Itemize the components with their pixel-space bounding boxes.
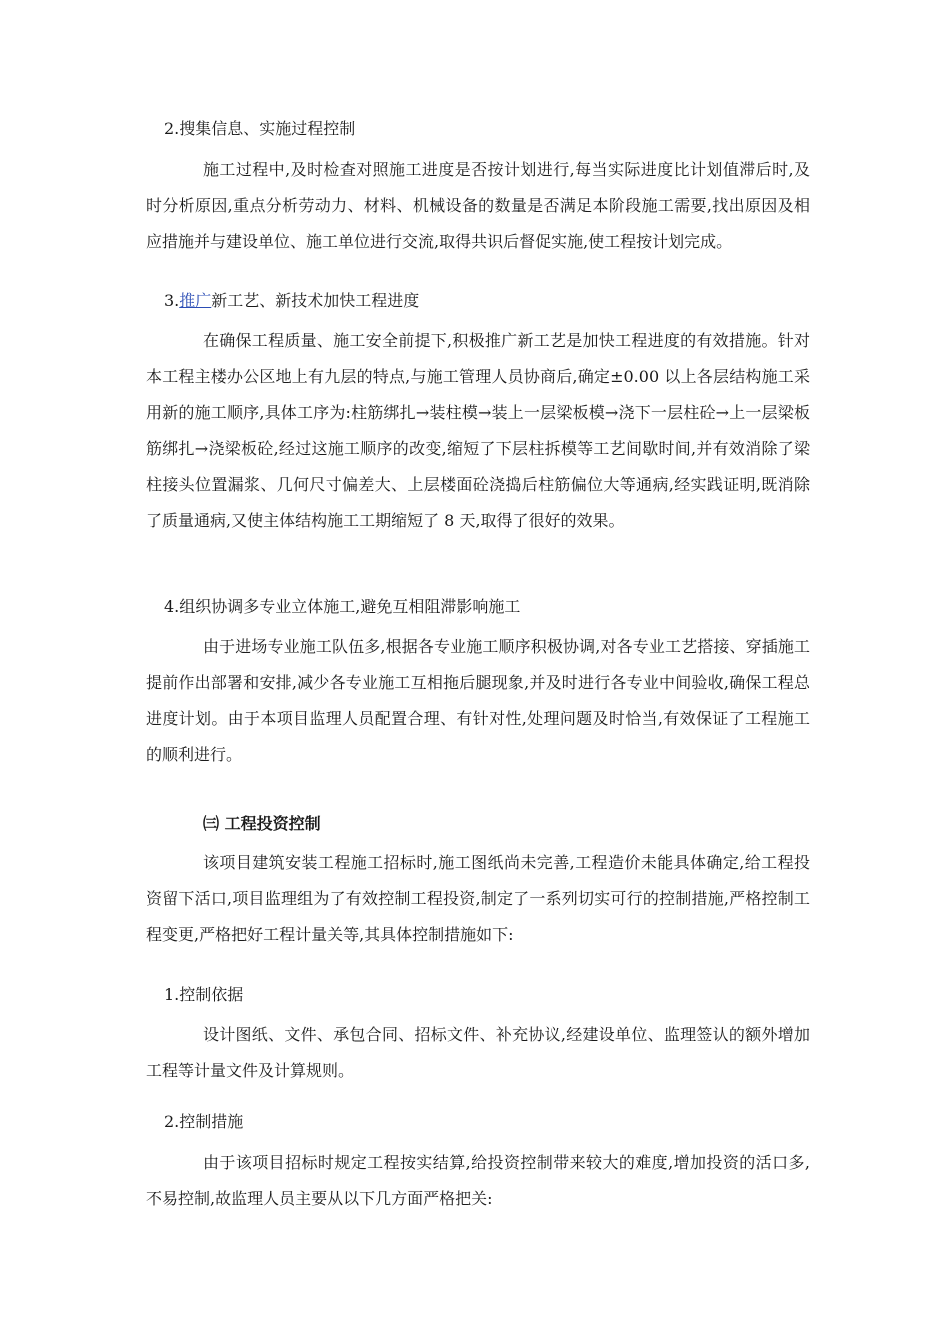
heading-control-measures: 2.控制措施	[164, 1112, 244, 1131]
heading-control-basis: 1.控制依据	[164, 985, 244, 1004]
heading-search-info: 2.搜集信息、实施过程控制	[164, 119, 356, 138]
heading-investment-control: ㈢ 工程投资控制	[203, 814, 321, 833]
paragraph-control-basis: 设计图纸、文件、承包合同、招标文件、补充协议,经建设单位、监理签认的额外增加工程等计量文件及计算规则。	[146, 1025, 810, 1080]
paragraph-investment: 该项目建筑安装工程施工招标时,施工图纸尚未完善,工程造价未能具体确定,给工程投资留下活口,项目监理组为了有效控制工程投资,制定了一系列切实可行的控制措施,严格控制工程变更,严格把好工程计量关等,其具体控制措施如下:	[146, 853, 810, 944]
heading-number: 3.	[164, 291, 180, 310]
paragraph-process-control: 施工过程中,及时检查对照施工进度是否按计划进行,每当实际进度比计划值滞后时,及时分析原因,重点分析劳动力、材料、机械设备的数量是否满足本阶段施工需要,找出原因及相应措施并与建设单位、施工单位进行交流,取得共识后督促实施,使工程按计划完成。	[146, 160, 810, 251]
paragraph-control-measures: 由于该项目招标时规定工程按实结算,给投资控制带来较大的难度,增加投资的活口多,不易控制,故监理人员主要从以下几方面严格把关:	[146, 1153, 810, 1208]
paragraph-new-process: 在确保工程质量、施工安全前提下,积极推广新工艺是加快工程进度的有效措施。针对本工程主楼办公区地上有九层的特点,与施工管理人员协商后,确定±0.00 以上各层结构施工采用新的施工顺序,具体工序为:柱筋绑扎→装柱模→装上一层梁板模→浇下一层柱砼→上一层梁板筋绑扎→浇梁板砼,经过这施工顺序的改变,缩短了下层柱拆模等工艺间歇时间,并有效消除了梁柱接头位置漏浆、几何尺寸偏差大、上层楼面砼浇捣后柱筋偏位大等通病,经实践证明,既消除了质量通病,又使主体结构施工工期缩短了 8 天,取得了很好的效果。	[146, 331, 810, 530]
heading-text: 新工艺、新技术加快工程进度	[211, 291, 420, 310]
heading-coordinate: 4.组织协调多专业立体施工,避免互相阻滞影响施工	[164, 597, 521, 616]
paragraph-coordinate: 由于进场专业施工队伍多,根据各专业施工顺序积极协调,对各专业工艺搭接、穿插施工提前作出部署和安排,减少各专业施工互相拖后腿现象,并及时进行各专业中间验收,确保工程总进度计划。由于本项目监理人员配置合理、有针对性,处理问题及时恰当,有效保证了工程施工的顺利进行。	[146, 637, 810, 764]
promote-link[interactable]: 推广	[179, 291, 212, 310]
heading-promote-new-tech	[164, 291, 419, 311]
